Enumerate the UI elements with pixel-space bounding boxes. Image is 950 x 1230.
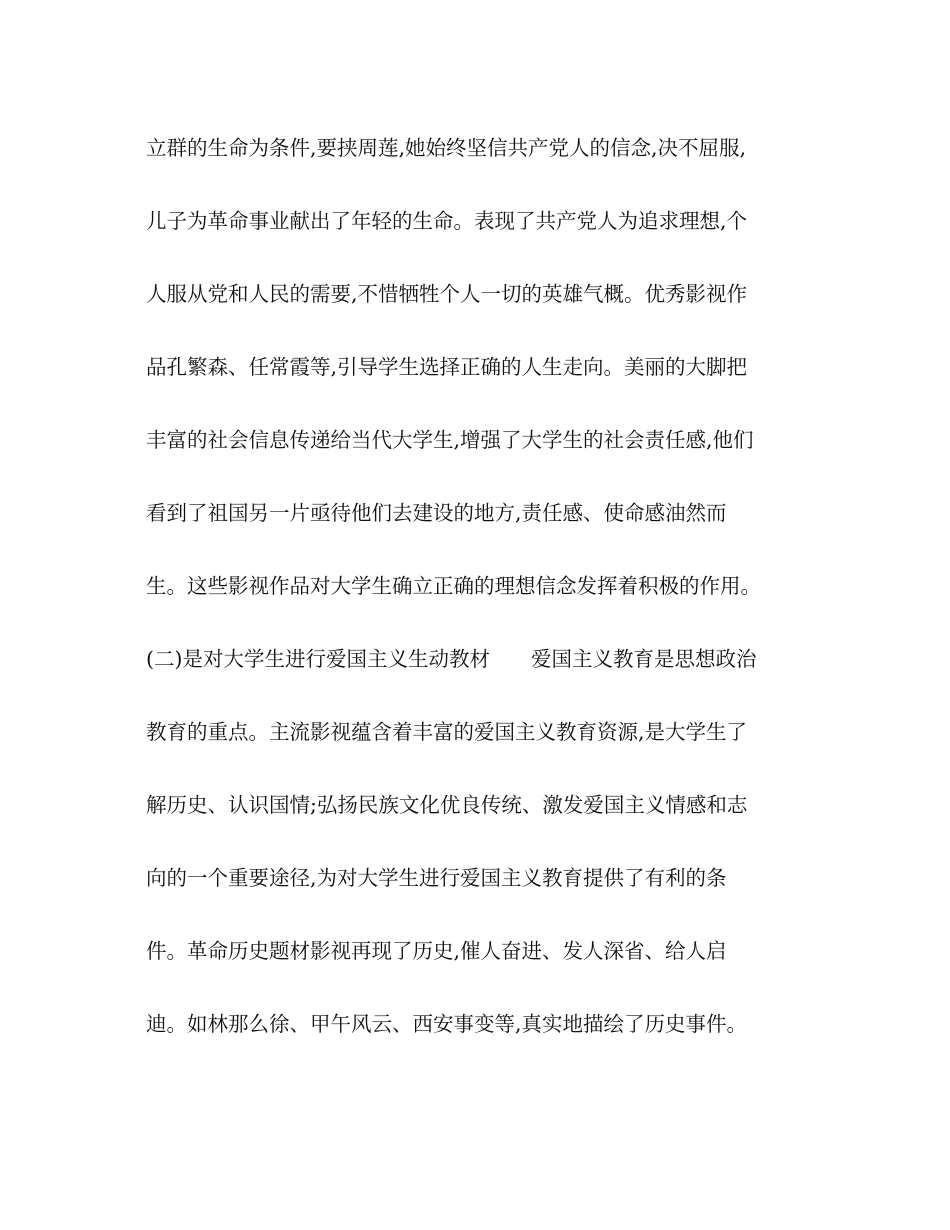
text-line: 生。这些影视作品对大学生确立正确的理想信念发挥着积极的作用。 [146,574,761,598]
text-line: 解历史、认识国情;弘扬民族文化优良传统、激发爱国主义情感和志 [146,793,748,817]
text-line: 立群的生命为条件,要挟周莲,她始终坚信共产党人的信念,决不屈服, [146,136,747,160]
text-line: 看到了祖国另一片亟待他们去建设的地方,责任感、使命感油然而 [146,501,727,525]
text-line: 人服从党和人民的需要,不惜牺牲个人一切的英雄气概。优秀影视作 [146,282,748,306]
text-line: 件。革命历史题材影视再现了历史,催人奋进、发人深省、给人启 [146,939,727,963]
body-text [146,128,806,1077]
text-line: 向的一个重要途径,为对大学生进行爱国主义教育提供了有利的条 [146,866,727,890]
section-heading-line: (二)是对大学生进行爱国主义生动教材 爱国主义教育是思想政治 [146,647,757,671]
text-line: 教育的重点。主流影视蕴含着丰富的爱国主义教育资源,是大学生了 [146,720,748,744]
text-line: 儿子为革命事业献出了年轻的生命。表现了共产党人为追求理想,个 [146,209,748,233]
text-line: 丰富的社会信息传递给当代大学生,增强了大学生的社会责任感,他们 [146,428,754,452]
text-line: 品孔繁森、任常霞等,引导学生选择正确的人生走向。美丽的大脚把 [146,355,748,379]
text-line: 迪。如林那么徐、甲午风云、西安事变等,真实地描绘了历史事件。 [146,1012,748,1036]
